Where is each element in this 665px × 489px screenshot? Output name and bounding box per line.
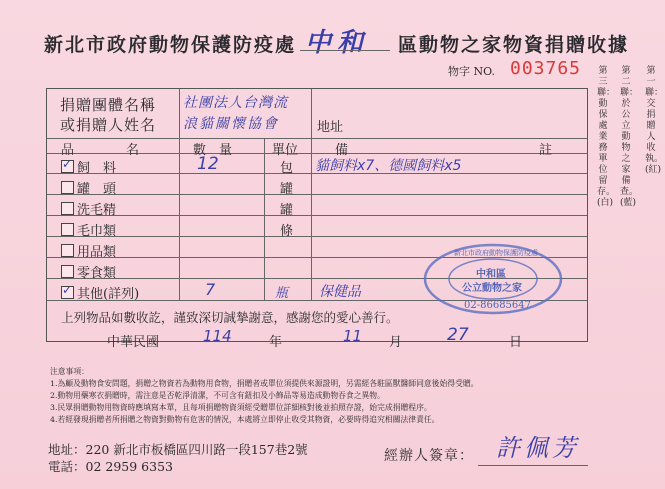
checkbox-supplies[interactable]	[61, 244, 74, 257]
donor-name-line2: 浪貓關懷協會	[183, 116, 279, 132]
item-row-can: 罐 頭	[61, 178, 116, 197]
stamp-ring-text: 新北市政府動物保護防疫處	[454, 249, 538, 257]
date-day-value: 27	[447, 325, 469, 345]
note-item-3: 3.民眾捐贈動物用物資時應填寫本單，且每項捐贈物資須經受贈單位詳細核對後並拍照存證，始完成捐贈程序。	[50, 403, 432, 412]
item-row-shampoo: 洗毛精	[61, 199, 116, 218]
item-row-feed: ✓飼 料	[61, 157, 116, 176]
donor-label-line1: 捐贈團體名稱	[60, 96, 157, 114]
header-item: 品 名	[61, 143, 140, 158]
checkbox-towel[interactable]	[61, 223, 74, 236]
row-divider	[47, 194, 587, 195]
checkbox-shampoo[interactable]	[61, 202, 74, 215]
col-divider	[311, 89, 312, 300]
header-remark-left: 備	[335, 143, 349, 158]
notes-title: 注意事項：	[50, 367, 89, 376]
date-era: 中華民國	[107, 335, 160, 350]
stamp-center-line2: 公立動物之家	[462, 283, 522, 294]
thanks-text: 上列物品如數收訖，謹致深切誠摯謝意，感謝您的愛心善行。	[61, 310, 399, 325]
header-qty: 數 量	[193, 143, 233, 158]
item-row-towel: 毛巾類	[61, 220, 116, 239]
row-divider	[47, 236, 587, 237]
footer-phone: 電話：02 2959 6353	[48, 459, 173, 474]
checkbox-snacks[interactable]	[61, 265, 74, 278]
side-copy-3: 第三聯：動保處業務單位留存。(白)	[597, 66, 616, 208]
donor-name-line1: 社團法人台灣流	[183, 95, 288, 111]
unit-shampoo: 罐	[280, 203, 294, 218]
title-right: 區動物之家物資捐贈收據	[398, 34, 630, 56]
signature-line	[478, 465, 588, 466]
checkbox-can[interactable]	[61, 181, 74, 194]
unit-towel: 條	[280, 224, 294, 239]
item-row-snacks: 零食類	[61, 262, 116, 281]
stamp-center-line1: 中和區	[476, 269, 506, 280]
date-month-value: 11	[343, 327, 363, 345]
stamp-phone: 02-86685647	[464, 300, 532, 311]
qty-other: 7	[205, 280, 216, 299]
checkbox-other[interactable]	[61, 286, 74, 299]
item-row-other: ✓其他(詳列)	[61, 283, 139, 302]
address-label: 地址	[317, 120, 344, 135]
side-copy-2: 第二聯：於公立動物之家備查。(藍)	[620, 66, 639, 208]
serial-number: 003765	[510, 58, 582, 79]
header-unit: 單位	[272, 143, 299, 158]
title-underline	[300, 50, 390, 51]
note-item-2: 2.動物用藥寒衣捐贈時，需注意是否乾淨清潔，不可含有鈕扣及小飾品等易造成動物吞食之異物。	[50, 391, 385, 400]
remark-feed: 貓飼料x7、德國飼料x5	[315, 158, 462, 174]
header-remark-right: 註	[539, 143, 553, 158]
unit-other: 瓶	[275, 286, 289, 301]
footer-address: 地址：220 新北市板橋區四川路一段157巷2號	[48, 442, 308, 457]
note-item-4: 4.若經發現捐贈者所捐贈之物資對動物有危害的情況，本處將立即停止收受其物資，必要時得追究相關法律責任。	[50, 415, 440, 424]
col-divider	[179, 89, 180, 300]
side-copy-1: 第一聯：交捐贈人收執。(紅)	[645, 66, 664, 175]
unit-can: 罐	[280, 182, 294, 197]
item-row-supplies: 用品類	[61, 241, 116, 260]
title-handwritten-district: 中和	[305, 28, 370, 58]
qty-feed: 12	[197, 154, 219, 174]
date-month-label: 月	[389, 335, 403, 350]
date-day-label: 日	[509, 335, 523, 350]
remark-other: 保健品	[319, 284, 361, 300]
title-left: 新北市政府動物保護防疫處	[44, 34, 297, 56]
date-year-value: 114	[203, 327, 232, 345]
checkbox-feed[interactable]	[61, 160, 74, 173]
serial-label: 物字 NO.	[448, 65, 495, 78]
col-divider	[264, 138, 265, 300]
row-divider	[47, 215, 587, 216]
unit-feed: 包	[280, 161, 294, 176]
signer-signature: 許佩芳	[496, 434, 580, 462]
note-item-1: 1.為顧及動物食安問題，捐贈之物資若為動物用食物，捐贈者或單位須提供來源證明，另需經各駐區獸醫師同意後始得受贈。	[50, 379, 479, 388]
date-year-label: 年	[269, 335, 283, 350]
donor-label-line2: 或捐贈人姓名	[60, 116, 157, 134]
official-stamp	[420, 243, 566, 325]
signer-label: 經辦人簽章：	[384, 448, 474, 464]
